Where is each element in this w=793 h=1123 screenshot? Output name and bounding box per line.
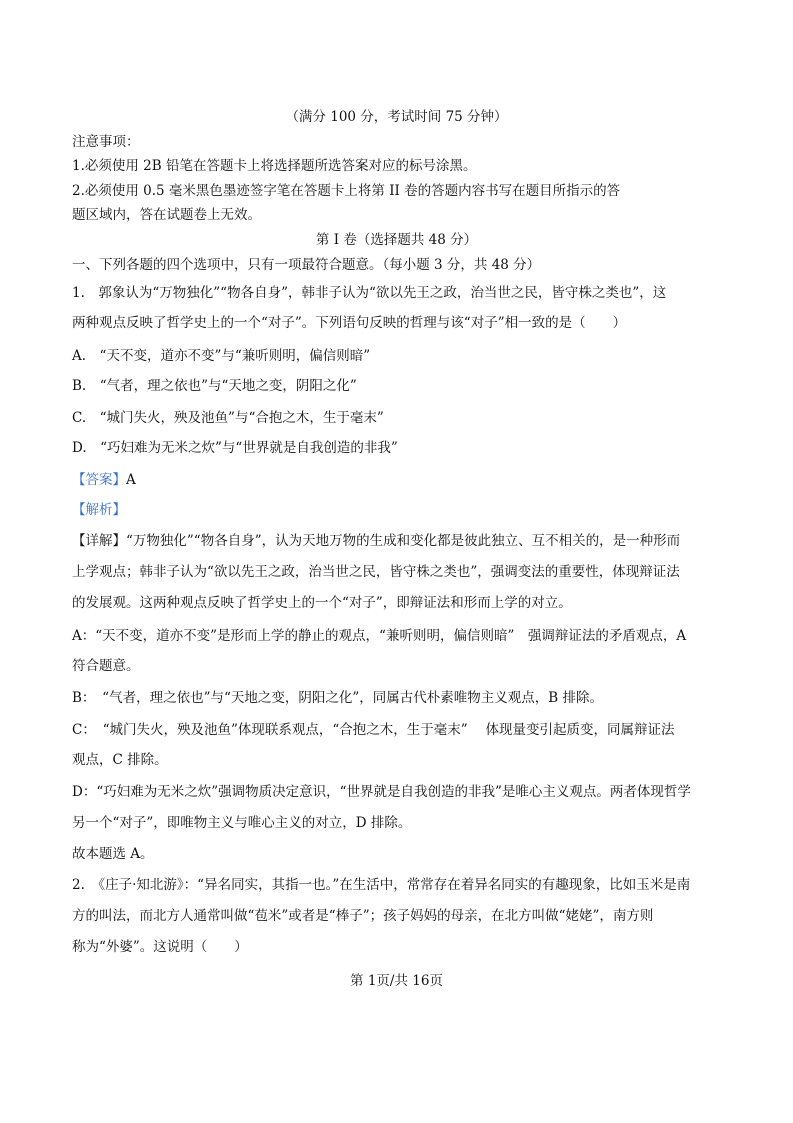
- detail-tag: 【详解】: [72, 533, 126, 549]
- explanation-a-line-2: 符合题意。: [72, 658, 140, 674]
- detail-line-3: 的发展观。这两种观点反映了哲学史上的一个“对子”，即辩证法和形而上学的对立。: [72, 595, 572, 611]
- page-number: 第 1页/共 16页: [350, 973, 443, 989]
- q1-option-d: D. “巧妇难为无米之炊”与“世界就是自我创造的非我”: [72, 440, 398, 456]
- section-title: 第 I 卷（选择题共 48 分）: [315, 232, 478, 248]
- section-instruction: 一、下列各题的四个选项中，只有一项最符合题意。（每小题 3 分，共 48 分）: [72, 257, 541, 273]
- answer-value: A: [126, 472, 136, 488]
- analysis-tag: 【解析】: [72, 502, 126, 518]
- q2-stem-line-3: 称为“外婆”。这说明（ ）: [72, 939, 248, 955]
- q1-option-a: A. “天不变，道亦不变”与“兼听则明，偏信则暗”: [72, 348, 371, 364]
- detail-line-2: 上学观点；韩非子认为“欲以先王之政，治当世之民，皆守株之类也”，强调变法的重要性，体现辩证法: [72, 564, 680, 580]
- q1-stem-line-1: 1. 郭象认为“万物独化”“物各自身”，韩非子认为“欲以先王之政，治当世之民，皆守株之类也”，这: [72, 285, 667, 301]
- explanation-b: B： “气者，理之依也”与“天地之变，阴阳之化”，同属古代朴素唯物主义观点，B 排除。: [72, 690, 603, 706]
- q1-conclusion: 故本题选 A。: [72, 846, 154, 862]
- q1-stem-line-2: 两种观点反映了哲学史上的一个“对子”。下列语句反映的哲理与该“对子”相一致的是（ ）: [72, 315, 627, 331]
- explanation-c-line-1: C： “城门失火，殃及池鱼”体现联系观点，“合抱之木，生于毫末” 体现量变引起质变，同属辩证法: [72, 722, 675, 738]
- detail-text-1: “万物独化”“物各自身”，认为天地万物的生成和变化都是彼此独立、互不相关的，是一种形而: [126, 533, 681, 549]
- explanation-d-line-1: D：“巧妇难为无米之炊”强调物质决定意识，“世界就是自我创造的非我”是唯心主义观点。两者体现哲学: [72, 784, 691, 800]
- notice-title: 注意事项：: [72, 134, 140, 150]
- notice-item-2-line-2: 题区域内，答在试题卷上无效。: [72, 207, 261, 223]
- explanation-d-line-2: 另一个“对子”，即唯物主义与唯心主义的对立，D 排除。: [72, 815, 412, 831]
- notice-item-2-line-1: 2.必须使用 0.5 毫米黑色墨迹签字笔在答题卡上将第 II 卷的答题内容书写在题目所指示的答: [72, 183, 621, 199]
- q2-stem-line-2: 方的叫法，而北方人通常叫做“苞米”或者是“棒子”；孩子妈妈的母亲，在北方叫做“姥姥”，南方则: [72, 908, 654, 924]
- q2-stem-line-1: 2. 《庄子·知北游》：“异名同实，其指一也。”在生活中，常常存在着异名同实的有趣现象，比如玉米是南: [72, 877, 691, 893]
- q1-option-b: B. “气者，理之依也”与“天地之变，阴阳之化”: [72, 378, 357, 394]
- q1-answer: [72, 471, 136, 489]
- q1-option-c: C. “城门失火，殃及池鱼”与“合抱之木，生于毫末”: [72, 410, 384, 426]
- answer-tag: 【答案】: [72, 472, 126, 488]
- notice-item-1: 1.必须使用 2B 铅笔在答题卡上将选择题所选答案对应的标号涂黑。: [72, 158, 477, 174]
- exam-info: （满分 100 分，考试时间 75 分钟）: [285, 109, 508, 125]
- explanation-a-line-1: A：“天不变，道亦不变”是形而上学的静止的观点，“兼听则明，偏信则暗” 强调辩证法的矛盾观点，A: [72, 628, 687, 644]
- explanation-c-line-2: 观点，C 排除。: [72, 752, 168, 768]
- detail-line-1: [72, 532, 680, 550]
